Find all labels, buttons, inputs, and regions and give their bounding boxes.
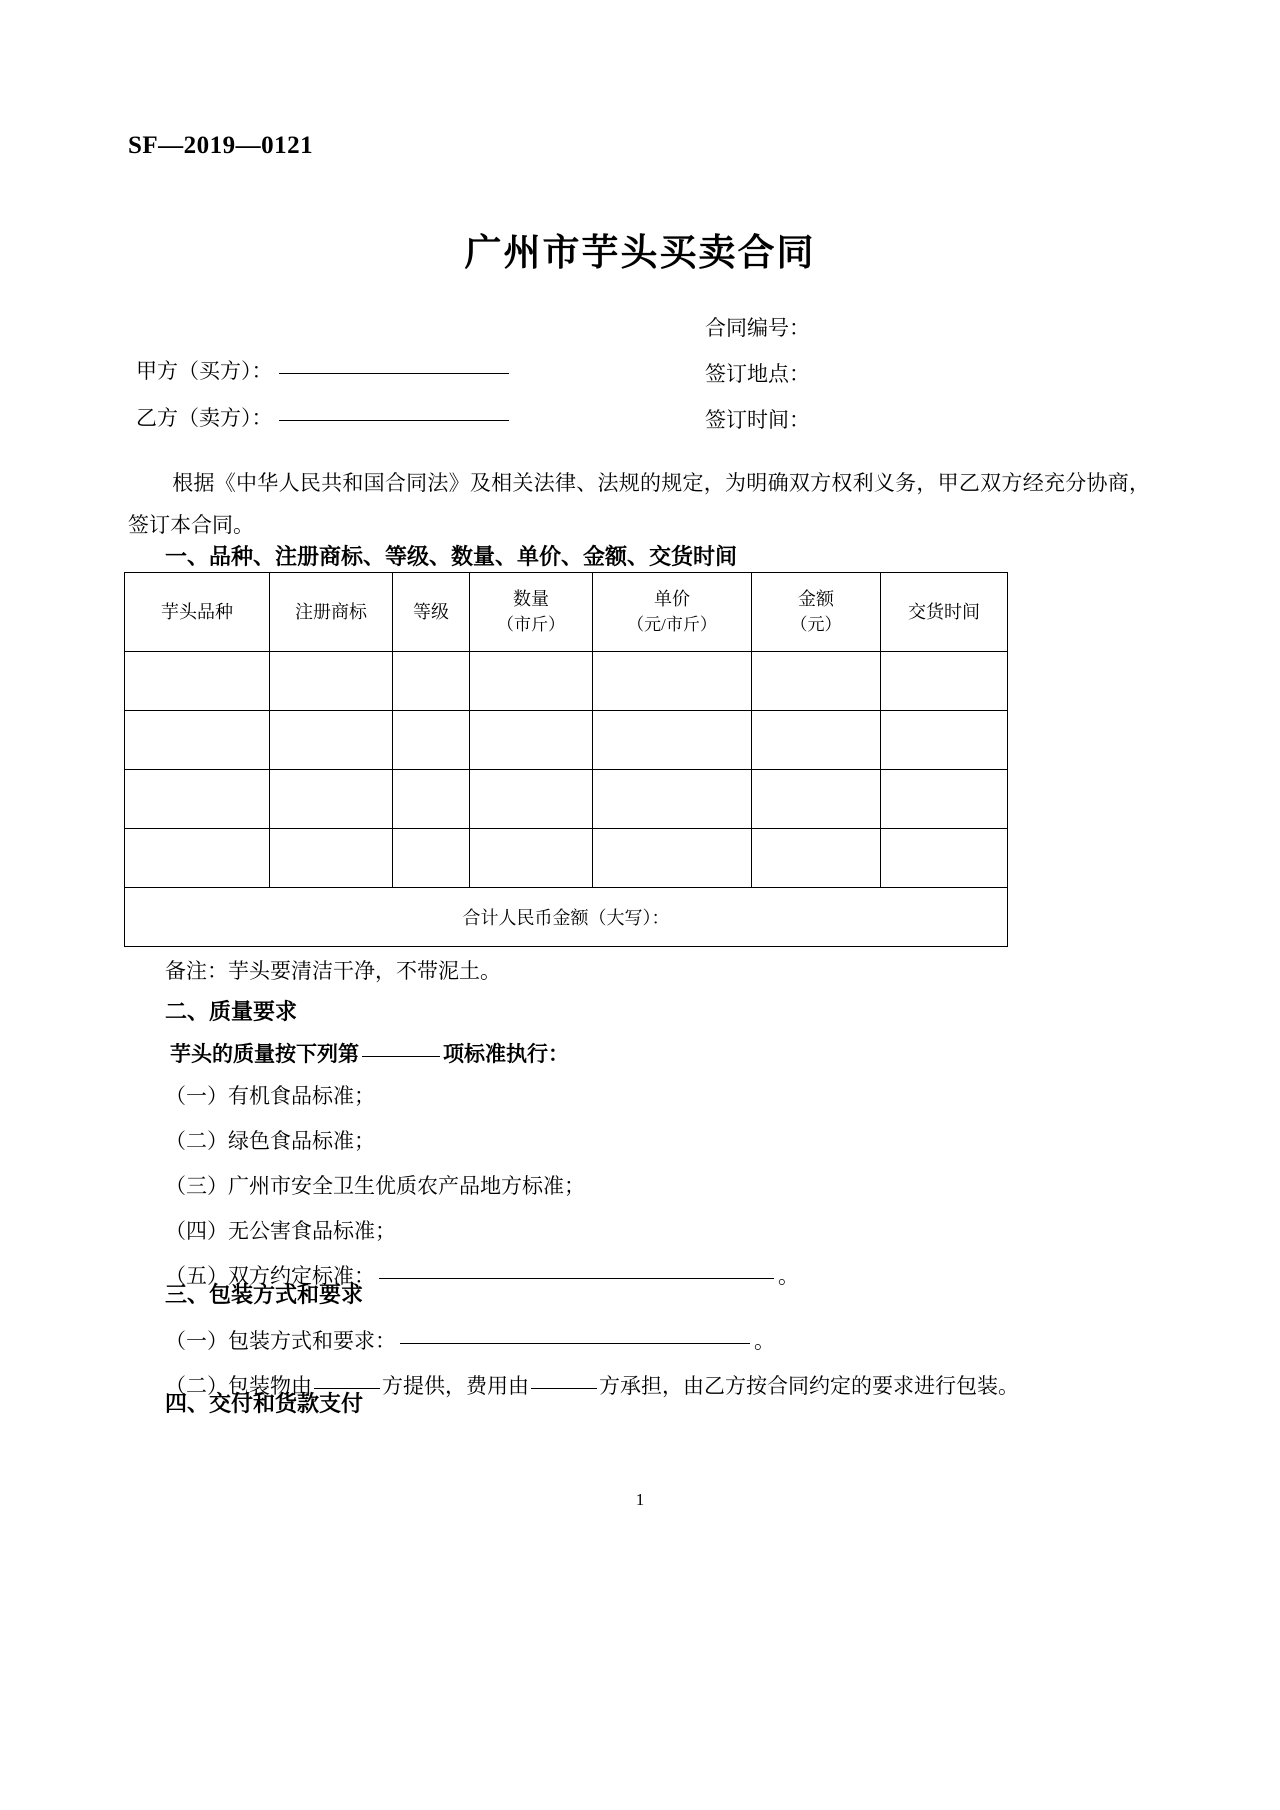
- goods-table: [124, 572, 1008, 947]
- cell-quantity[interactable]: [470, 652, 593, 711]
- col-header-delivery-time: [881, 573, 1008, 652]
- quality-item-5-after: 。: [778, 1264, 799, 1288]
- cell-trademark[interactable]: [270, 770, 393, 829]
- party-b-input-line[interactable]: [279, 419, 509, 421]
- cell-grade[interactable]: [393, 652, 470, 711]
- cell-variety[interactable]: [125, 711, 270, 770]
- table-row[interactable]: [125, 711, 1008, 770]
- party-a-input-line[interactable]: [279, 372, 509, 374]
- document-number: SF—2019—0121: [128, 132, 314, 159]
- cell-variety[interactable]: [125, 770, 270, 829]
- col-header-trademark: [270, 573, 393, 652]
- quality-intro-after: 项标准执行：: [443, 1042, 569, 1066]
- total-amount-row[interactable]: [125, 888, 1008, 947]
- packaging-item-1: [165, 1325, 775, 1355]
- cell-delivery-time[interactable]: [881, 652, 1008, 711]
- goods-table-wrapper: [124, 572, 1000, 947]
- col-header-unit-price-unit: （元/市斤）: [627, 615, 717, 634]
- cell-trademark[interactable]: [270, 711, 393, 770]
- cell-amount[interactable]: [752, 652, 881, 711]
- signing-place-label: 签订地点：: [705, 362, 810, 386]
- packaging-item-1-before: （一）包装方式和要求：: [165, 1329, 396, 1353]
- table-row[interactable]: [125, 829, 1008, 888]
- goods-table-body: [125, 652, 1008, 947]
- cell-delivery-time[interactable]: [881, 770, 1008, 829]
- col-header-quantity-unit: （市斤）: [497, 615, 565, 634]
- cell-unit-price[interactable]: [593, 770, 752, 829]
- cell-quantity[interactable]: [470, 770, 593, 829]
- party-b-row: [136, 395, 509, 442]
- section-heading-three: 三、包装方式和要求: [165, 1283, 364, 1308]
- packaging-method-input-line[interactable]: [400, 1342, 750, 1344]
- col-header-quantity: [470, 573, 593, 652]
- quality-item-2: （二）绿色食品标准；: [165, 1129, 375, 1153]
- party-block: [136, 348, 509, 442]
- cell-amount[interactable]: [752, 711, 881, 770]
- cell-variety[interactable]: [125, 652, 270, 711]
- total-amount-label[interactable]: 合计人民币金额（大写）：: [125, 888, 1008, 947]
- table-header-row: [125, 573, 1008, 652]
- cell-trademark[interactable]: [270, 652, 393, 711]
- cell-amount[interactable]: [752, 829, 881, 888]
- col-header-amount-unit: （元）: [790, 615, 842, 634]
- preamble-paragraph: [128, 462, 1150, 546]
- packaging-cost-bearer-input-line[interactable]: [531, 1387, 597, 1389]
- col-header-grade: [393, 573, 470, 652]
- quality-item-3: （三）广州市安全卫生优质农产品地方标准；: [165, 1174, 585, 1198]
- cell-trademark[interactable]: [270, 829, 393, 888]
- col-header-grade-title: 等级: [413, 602, 449, 622]
- quality-item-1: （一）有机食品标准；: [165, 1084, 375, 1108]
- quality-item-5-before: （五）双方约定标准：: [165, 1264, 375, 1288]
- cell-grade[interactable]: [393, 829, 470, 888]
- col-header-unit-price: [593, 573, 752, 652]
- party-a-row: [136, 348, 509, 395]
- col-header-variety: [125, 573, 270, 652]
- table-row[interactable]: [125, 652, 1008, 711]
- cell-grade[interactable]: [393, 770, 470, 829]
- col-header-delivery-time-title: 交货时间: [908, 602, 980, 622]
- preamble-text: 根据《中华人民共和国合同法》及相关法律、法规的规定，为明确双方权利义务，甲乙双方经充分协商，签订本合同。: [128, 471, 1150, 537]
- packaging-item-1-after: 。: [754, 1329, 775, 1353]
- cell-amount[interactable]: [752, 770, 881, 829]
- cell-unit-price[interactable]: [593, 711, 752, 770]
- table-row[interactable]: [125, 770, 1008, 829]
- quality-standard-input-line[interactable]: [362, 1055, 440, 1057]
- contract-meta-block: [705, 305, 810, 443]
- remark-line: 备注：芋头要清洁干净，不带泥土。: [165, 959, 501, 983]
- page-title: 广州市芋头买卖合同: [464, 231, 816, 274]
- col-header-trademark-title: 注册商标: [295, 602, 367, 622]
- col-header-amount-title: 金额: [798, 589, 834, 609]
- party-a-label: 甲方（买方）：: [136, 359, 273, 383]
- quality-item-4: （四）无公害食品标准；: [165, 1219, 396, 1243]
- cell-delivery-time[interactable]: [881, 711, 1008, 770]
- section-heading-one: 一、品种、注册商标、等级、数量、单价、金额、交货时间: [165, 545, 738, 570]
- cell-grade[interactable]: [393, 711, 470, 770]
- quality-standard-selector: [170, 1038, 569, 1068]
- col-header-variety-title: 芋头品种: [161, 602, 233, 622]
- party-b-label: 乙方（卖方）：: [136, 406, 273, 430]
- cell-unit-price[interactable]: [593, 652, 752, 711]
- quality-intro-before: 芋头的质量按下列第: [170, 1042, 359, 1066]
- cell-quantity[interactable]: [470, 829, 593, 888]
- col-header-amount: [752, 573, 881, 652]
- cell-quantity[interactable]: [470, 711, 593, 770]
- col-header-unit-price-title: 单价: [654, 589, 690, 609]
- contract-number-label: 合同编号：: [705, 316, 810, 340]
- cell-variety[interactable]: [125, 829, 270, 888]
- packaging-item-2-part2: 方提供，费用由: [382, 1374, 529, 1398]
- cell-unit-price[interactable]: [593, 829, 752, 888]
- packaging-item-2-part1: （二）包装物由: [165, 1374, 312, 1398]
- section-heading-two: 二、质量要求: [165, 1000, 298, 1025]
- packaging-item-2-part3: 方承担，由乙方按合同约定的要求进行包装。: [599, 1374, 1019, 1398]
- goods-table-head: [125, 573, 1008, 652]
- cell-delivery-time[interactable]: [881, 829, 1008, 888]
- page-number: 1: [635, 1490, 645, 1509]
- signing-time-label: 签订时间：: [705, 408, 810, 432]
- section-heading-four: 四、交付和货款支付: [165, 1392, 364, 1417]
- quality-item-5-input-line[interactable]: [379, 1277, 774, 1279]
- col-header-quantity-title: 数量: [513, 589, 549, 609]
